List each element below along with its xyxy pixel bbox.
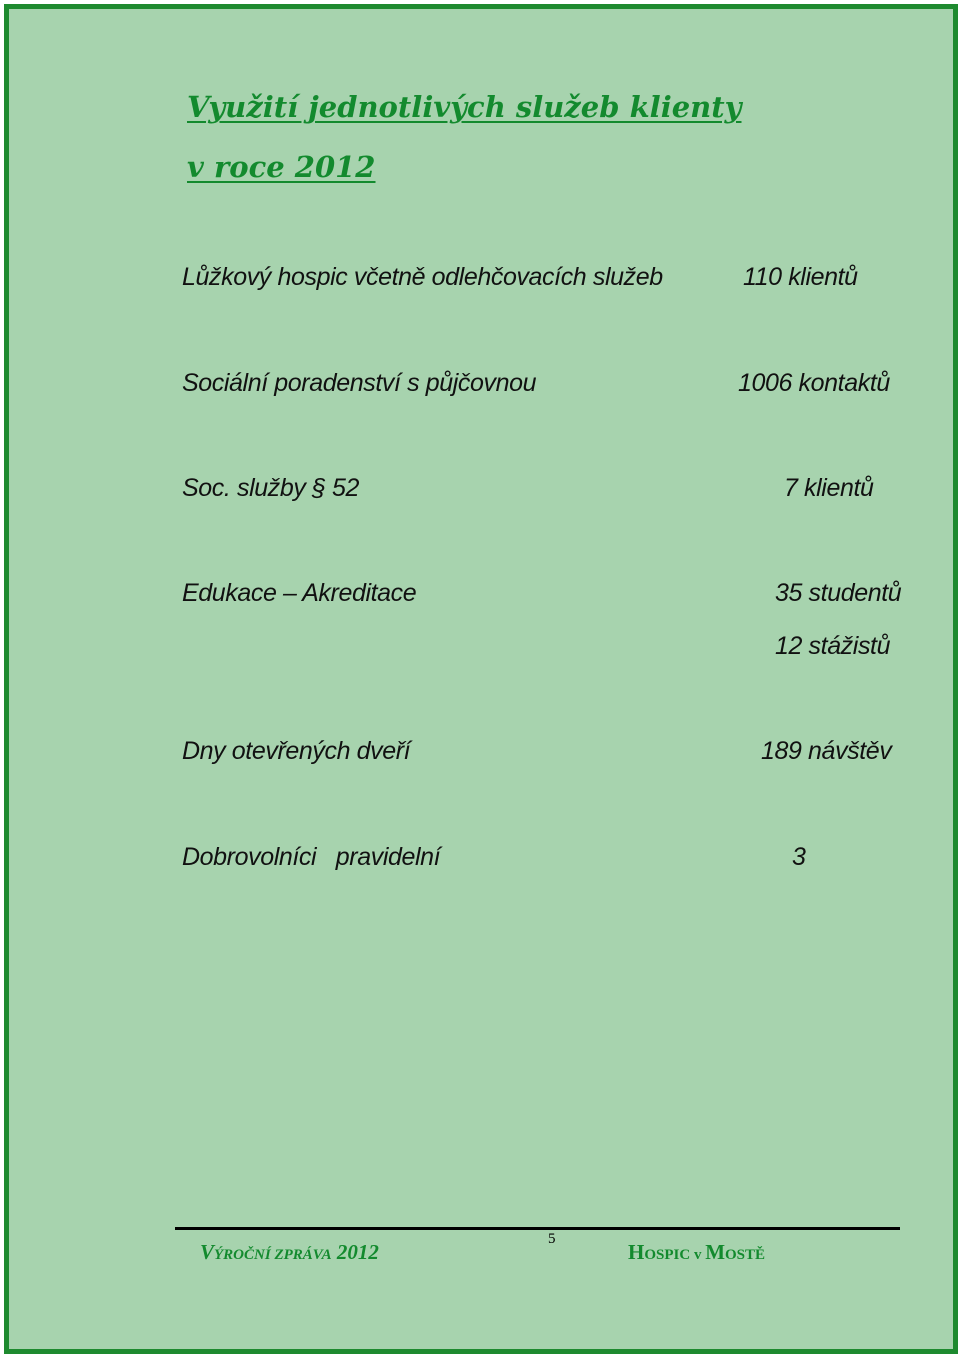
row-value-soc-sluzby: 7 klientů	[784, 474, 874, 502]
footer-report-title: VÝROČNÍ ZPRÁVA 2012	[200, 1240, 379, 1264]
page-number: 5	[548, 1231, 556, 1247]
row-value-poradenstvi: 1006 kontaktů	[738, 369, 890, 397]
row-label-soc-sluzby: Soc. služby § 52	[182, 474, 360, 502]
footer-rule	[175, 1227, 900, 1230]
document-title-line1: Využití jednotlivých služeb klienty	[187, 90, 742, 124]
row-value-hospic: 110 klientů	[743, 263, 858, 291]
row-label-hospic: Lůžkový hospic včetně odlehčovacích služeb	[182, 263, 663, 291]
row-value-dobrovolnici: 3	[792, 843, 806, 871]
row-value-edukace-studenti: 35 studentů	[775, 579, 902, 607]
document-title-line2: v roce 2012	[187, 150, 376, 184]
row-value-dny-otevrenych-dveri: 189 návštěv	[761, 737, 892, 765]
footer-organization: HOSPIC v MOSTĚ	[628, 1240, 766, 1264]
page	[4, 4, 958, 1354]
row-label-edukace: Edukace – Akreditace	[182, 579, 417, 607]
row-value-edukace-stazisti: 12 stážistů	[775, 632, 891, 660]
row-label-dny-otevrenych-dveri: Dny otevřených dveří	[182, 737, 411, 765]
row-label-poradenstvi: Sociální poradenství s půjčovnou	[182, 369, 537, 397]
row-label-dobrovolnici: Dobrovolníci pravidelní	[182, 843, 441, 871]
